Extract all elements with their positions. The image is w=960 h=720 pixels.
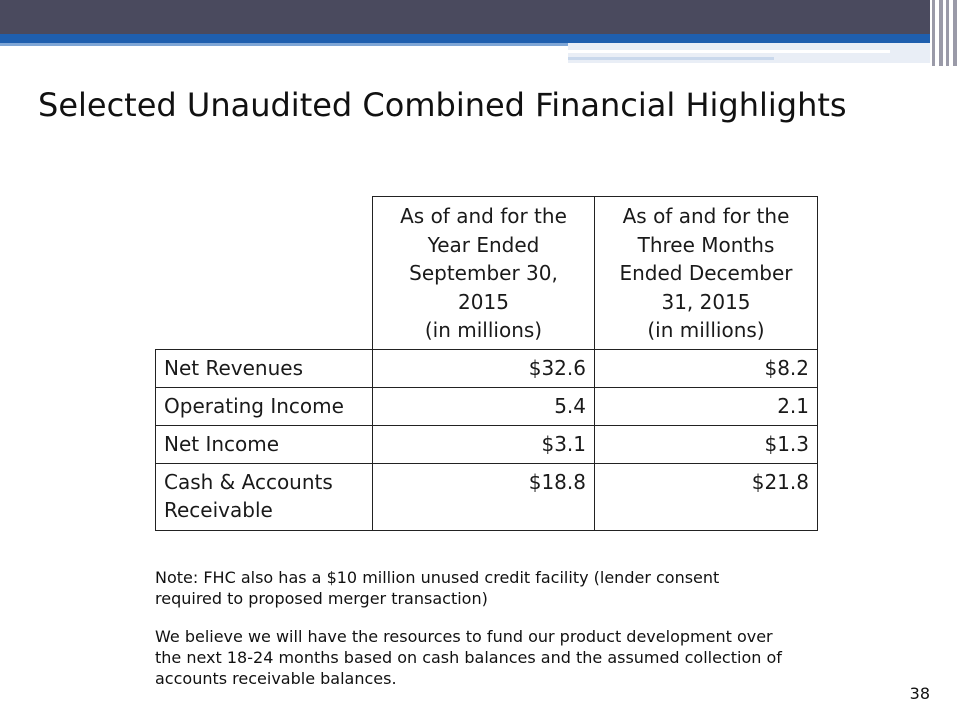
header-line: September 30, xyxy=(409,261,558,285)
row-label-line: Receivable xyxy=(164,497,273,522)
header-rule xyxy=(568,57,774,60)
value-fy2015: 5.4 xyxy=(373,387,595,425)
header-rule xyxy=(568,50,890,53)
note-line: required to proposed merger transaction) xyxy=(155,589,488,608)
value-q4-2015: $8.2 xyxy=(595,349,818,387)
value-q4-2015: $1.3 xyxy=(595,425,818,463)
header-line: As of and for the xyxy=(400,204,567,228)
value-q4-2015: $21.8 xyxy=(595,463,818,530)
table-row xyxy=(156,425,818,463)
column-header-fy2015 xyxy=(373,197,595,350)
value-fy2015: $18.8 xyxy=(373,463,595,530)
value-fy2015: $3.1 xyxy=(373,425,595,463)
header-line: Ended December xyxy=(619,261,793,285)
row-label-line: Cash & Accounts xyxy=(164,469,333,494)
header-accent-block xyxy=(568,43,930,63)
table-row xyxy=(156,463,818,530)
note-line: accounts receivable balances. xyxy=(155,669,397,688)
resources-statement xyxy=(155,626,835,689)
credit-facility-note xyxy=(155,567,835,609)
value-q4-2015: 2.1 xyxy=(595,387,818,425)
page-number: 38 xyxy=(909,684,930,703)
row-label: Net Income xyxy=(156,425,373,463)
note-line: We believe we will have the resources to fund our product development over xyxy=(155,627,773,646)
slide-title: Selected Unaudited Combined Financial Highlights xyxy=(38,86,847,124)
header-line: (in millions) xyxy=(647,318,765,342)
note-line: the next 18-24 months based on cash balances and the assumed collection of xyxy=(155,648,782,667)
table-row xyxy=(156,349,818,387)
column-header-q4-2015 xyxy=(595,197,818,350)
row-label xyxy=(156,463,373,530)
header-accent-line xyxy=(0,43,568,46)
header-line: (in millions) xyxy=(424,318,543,342)
header-accent-band xyxy=(0,34,930,43)
value-fy2015: $32.6 xyxy=(373,349,595,387)
header-line: As of and for the xyxy=(622,204,790,228)
table-row xyxy=(156,387,818,425)
table-header-row xyxy=(156,197,818,350)
empty-corner-cell xyxy=(156,197,373,350)
row-label: Net Revenues xyxy=(156,349,373,387)
row-label: Operating Income xyxy=(156,387,373,425)
header-bar xyxy=(0,0,930,34)
header-line: 31, 2015 xyxy=(661,289,751,314)
financial-highlights-table xyxy=(155,196,818,531)
corner-stripes xyxy=(930,0,960,66)
header-line: Year Ended xyxy=(427,232,540,257)
header-line: Three Months xyxy=(637,232,775,257)
note-line: Note: FHC also has a $10 million unused credit facility (lender consent xyxy=(155,568,720,587)
header-line: 2015 xyxy=(458,289,509,314)
